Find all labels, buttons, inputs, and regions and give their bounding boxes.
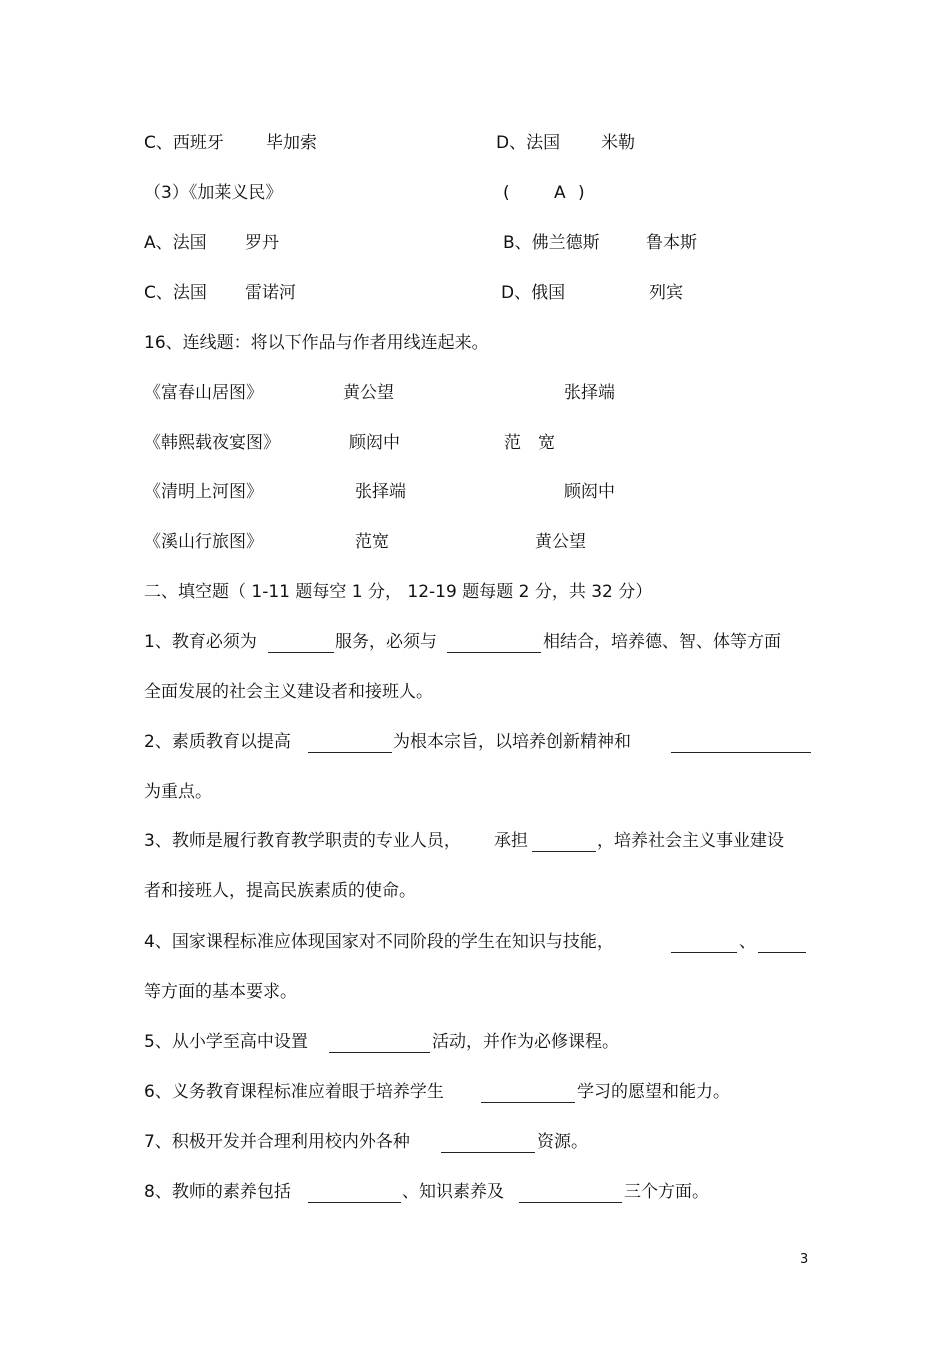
- fill-2-blank-1[interactable]: [308, 735, 392, 753]
- fill-1-blank-2[interactable]: [447, 635, 541, 653]
- match-target: 张择端: [564, 383, 615, 403]
- option-a-artist: 罗丹: [245, 233, 279, 253]
- option-d-artist: 米勒: [601, 133, 635, 153]
- fill-8-text: 8、教师的素养包括: [144, 1182, 291, 1202]
- option-c-artist: 雷诺河: [245, 283, 296, 303]
- fill-4-text: 4、国家课程标准应体现国家对不同阶段的学生在知识与技能，: [144, 932, 614, 952]
- option-d-country: D、俄国: [501, 283, 566, 303]
- fill-2-text: 为重点。: [144, 782, 212, 802]
- question-16-title: 16、连线题：将以下作品与作者用线连起来。: [144, 333, 489, 353]
- fill-7-text: 资源。: [537, 1132, 588, 1152]
- match-work: 《韩熙载夜宴图》: [144, 433, 280, 453]
- fill-4-text: 等方面的基本要求。: [144, 982, 297, 1002]
- fill-6-blank[interactable]: [481, 1085, 575, 1103]
- fill-8-blank-2[interactable]: [519, 1185, 622, 1203]
- answer-value: A: [554, 183, 566, 203]
- match-target: 顾闳中: [564, 482, 615, 502]
- answer-paren-close: ): [578, 183, 585, 203]
- option-c-country: C、西班牙: [144, 133, 224, 153]
- fill-7-text: 7、积极开发并合理利用校内外各种: [144, 1132, 410, 1152]
- fill-6-text: 学习的愿望和能力。: [577, 1082, 730, 1102]
- option-d-artist: 列宾: [649, 283, 683, 303]
- option-a-country: A、法国: [144, 233, 207, 253]
- match-work: 《清明上河图》: [144, 482, 263, 502]
- option-c-artist: 毕加索: [266, 133, 317, 153]
- fill-5-text: 活动，并作为必修课程。: [432, 1032, 619, 1052]
- option-c-country: C、法国: [144, 283, 207, 303]
- fill-2-blank-2[interactable]: [671, 735, 811, 753]
- fill-4-blank-2[interactable]: [758, 935, 806, 953]
- option-d-country: D、法国: [496, 133, 561, 153]
- fill-1-text: 服务，必须与: [335, 632, 437, 652]
- fill-3-text: ，培养社会主义事业建设: [597, 831, 784, 851]
- option-b-artist: 鲁本斯: [646, 233, 697, 253]
- match-author: 张择端: [355, 482, 406, 502]
- fill-6-text: 6、义务教育课程标准应着眼于培养学生: [144, 1082, 444, 1102]
- fill-3-blank[interactable]: [532, 834, 596, 852]
- fill-5-text: 5、从小学至高中设置: [144, 1032, 308, 1052]
- answer-paren-open: (: [503, 183, 510, 203]
- fill-3-text: 承担: [494, 831, 528, 851]
- fill-1-blank-1[interactable]: [268, 635, 334, 653]
- fill-8-text: 、知识素养及: [402, 1182, 504, 1202]
- fill-8-text: 三个方面。: [624, 1182, 709, 1202]
- match-target: 黄公望: [535, 532, 586, 552]
- page-number: 3: [800, 1252, 809, 1267]
- match-author: 黄公望: [343, 383, 394, 403]
- fill-8-blank-1[interactable]: [308, 1185, 401, 1203]
- fill-1-text: 全面发展的社会主义建设者和接班人。: [144, 682, 433, 702]
- fill-1-text: 相结合，培养德、智、体等方面: [543, 632, 781, 652]
- option-b-country: B、佛兰德斯: [503, 233, 600, 253]
- match-work: 《溪山行旅图》: [144, 532, 263, 552]
- section-2-title: 二、填空题（ 1-11 题每空 1 分， 12-19 题每题 2 分，共 32 分）: [144, 582, 653, 602]
- fill-7-blank[interactable]: [441, 1135, 535, 1153]
- fill-3-text: 者和接班人，提高民族素质的使命。: [144, 881, 416, 901]
- fill-1-text: 1、教育必须为: [144, 632, 257, 652]
- match-author: 范宽: [355, 532, 389, 552]
- match-target: 范 宽: [504, 433, 555, 453]
- subquestion-3: （3）《加莱义民》: [144, 183, 283, 203]
- fill-3-text: 3、教师是履行教育教学职责的专业人员，: [144, 831, 461, 851]
- match-work: 《富春山居图》: [144, 383, 263, 403]
- fill-4-separator: 、: [739, 932, 756, 952]
- fill-2-text: 为根本宗旨，以培养创新精神和: [393, 732, 631, 752]
- fill-5-blank[interactable]: [329, 1035, 430, 1053]
- fill-2-text: 2、素质教育以提高: [144, 732, 291, 752]
- match-author: 顾闳中: [349, 433, 400, 453]
- fill-4-blank-1[interactable]: [671, 935, 737, 953]
